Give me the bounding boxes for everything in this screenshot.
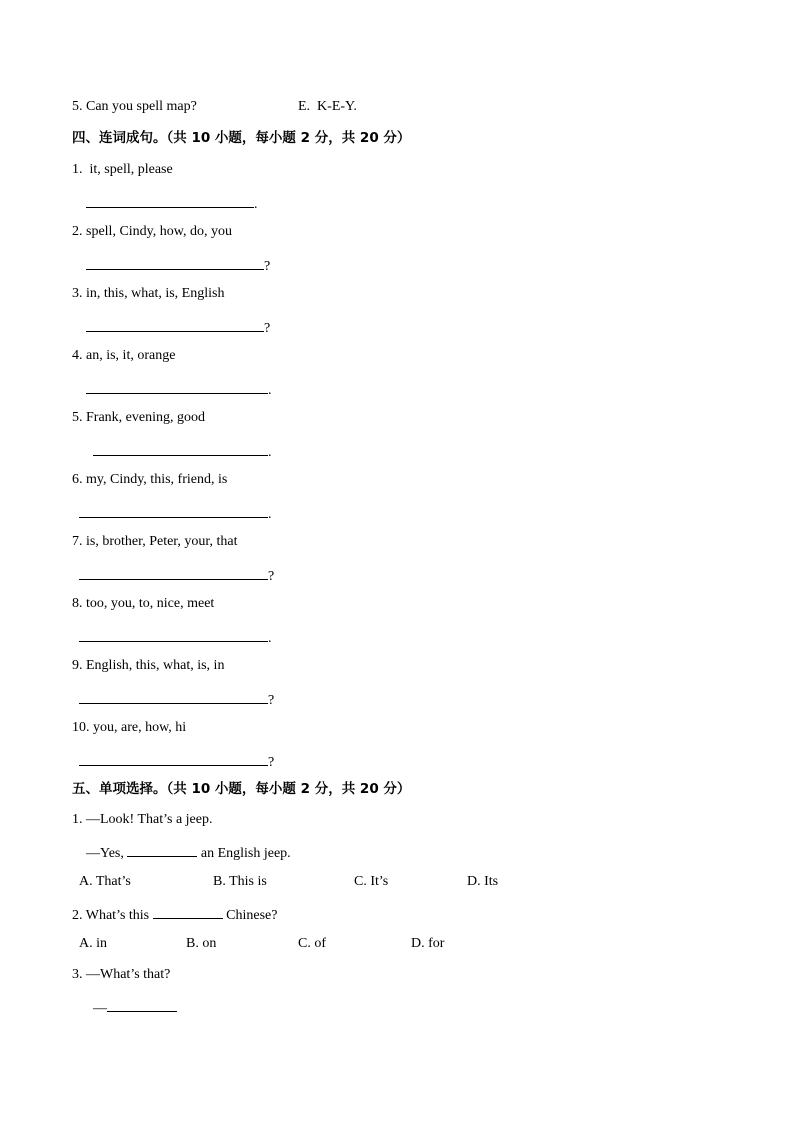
sentence-answer-line-8 bbox=[79, 627, 272, 648]
q1-option-b[interactable]: B. This is bbox=[213, 874, 267, 889]
section4-heading: 四、连词成句。（共 10 小题，每小题 2 分，共 20 分） bbox=[72, 130, 411, 146]
q1-option-c[interactable]: C. It’s bbox=[354, 874, 389, 889]
q2-stem bbox=[72, 904, 277, 925]
sentence-answer-line-10 bbox=[79, 751, 274, 772]
q1-reply-pre: —Yes, bbox=[86, 846, 128, 861]
match-question-5: 5. Can you spell map? bbox=[72, 99, 197, 114]
sentence-end-mark: ? bbox=[264, 321, 271, 336]
answer-blank[interactable] bbox=[93, 441, 268, 456]
sentence-prompt-7: 7. is, brother, Peter, your, that bbox=[72, 534, 238, 549]
q1-reply bbox=[86, 842, 291, 863]
sentence-end-mark: ? bbox=[268, 755, 275, 770]
q2-answer-blank[interactable] bbox=[153, 904, 223, 919]
sentence-answer-line-4 bbox=[86, 379, 272, 400]
sentence-answer-line-2 bbox=[86, 255, 270, 276]
q1-option-d[interactable]: D. Its bbox=[467, 874, 499, 889]
sentence-answer-line-6 bbox=[79, 503, 272, 524]
sentence-prompt-4: 4. an, is, it, orange bbox=[72, 348, 176, 363]
sentence-end-mark: . bbox=[268, 383, 272, 398]
sentence-prompt-5: 5. Frank, evening, good bbox=[72, 410, 205, 425]
answer-blank[interactable] bbox=[79, 565, 268, 580]
answer-blank[interactable] bbox=[79, 689, 268, 704]
sentence-answer-line-3 bbox=[86, 317, 270, 338]
sentence-prompt-1: 1. it, spell, please bbox=[72, 162, 173, 177]
q3-reply-pre: — bbox=[93, 1001, 107, 1016]
answer-blank[interactable] bbox=[86, 255, 264, 270]
match-answer-e: E. K-E-Y. bbox=[298, 99, 357, 114]
sentence-end-mark: . bbox=[254, 197, 258, 212]
sentence-end-mark: . bbox=[268, 507, 272, 522]
q2-option-a[interactable]: A. in bbox=[79, 936, 107, 951]
q2-stem-pre: 2. What’s this bbox=[72, 908, 153, 923]
sentence-prompt-2: 2. spell, Cindy, how, do, you bbox=[72, 224, 232, 239]
sentence-prompt-9: 9. English, this, what, is, in bbox=[72, 658, 225, 673]
q1-answer-blank[interactable] bbox=[127, 842, 197, 857]
answer-blank[interactable] bbox=[79, 503, 268, 518]
q3-answer-blank[interactable] bbox=[107, 997, 177, 1012]
sentence-answer-line-1 bbox=[86, 193, 258, 214]
sentence-end-mark: ? bbox=[268, 569, 275, 584]
section5-heading: 五、单项选择。（共 10 小题，每小题 2 分，共 20 分） bbox=[72, 781, 411, 797]
answer-blank[interactable] bbox=[79, 751, 268, 766]
q1-stem: 1. —Look! That’s a jeep. bbox=[72, 812, 213, 827]
q2-option-d[interactable]: D. for bbox=[411, 936, 445, 951]
q1-option-a[interactable]: A. That’s bbox=[79, 874, 131, 889]
sentence-prompt-6: 6. my, Cindy, this, friend, is bbox=[72, 472, 228, 487]
sentence-prompt-3: 3. in, this, what, is, English bbox=[72, 286, 225, 301]
q2-option-b[interactable]: B. on bbox=[186, 936, 217, 951]
answer-blank[interactable] bbox=[86, 317, 264, 332]
q3-stem: 3. —What’s that? bbox=[72, 967, 171, 982]
sentence-end-mark: . bbox=[268, 631, 272, 646]
q2-option-c[interactable]: C. of bbox=[298, 936, 326, 951]
sentence-answer-line-7 bbox=[79, 565, 274, 586]
sentence-answer-line-9 bbox=[79, 689, 274, 710]
q1-reply-post: an English jeep. bbox=[197, 846, 291, 861]
sentence-answer-line-5 bbox=[93, 441, 272, 462]
sentence-prompt-10: 10. you, are, how, hi bbox=[72, 720, 187, 735]
q3-reply bbox=[93, 997, 177, 1018]
sentence-end-mark: ? bbox=[268, 693, 275, 708]
sentence-prompt-8: 8. too, you, to, nice, meet bbox=[72, 596, 215, 611]
answer-blank[interactable] bbox=[86, 379, 268, 394]
sentence-end-mark: . bbox=[268, 445, 272, 460]
sentence-end-mark: ? bbox=[264, 259, 271, 274]
answer-blank[interactable] bbox=[86, 193, 254, 208]
answer-blank[interactable] bbox=[79, 627, 268, 642]
q2-stem-post: Chinese? bbox=[222, 908, 278, 923]
